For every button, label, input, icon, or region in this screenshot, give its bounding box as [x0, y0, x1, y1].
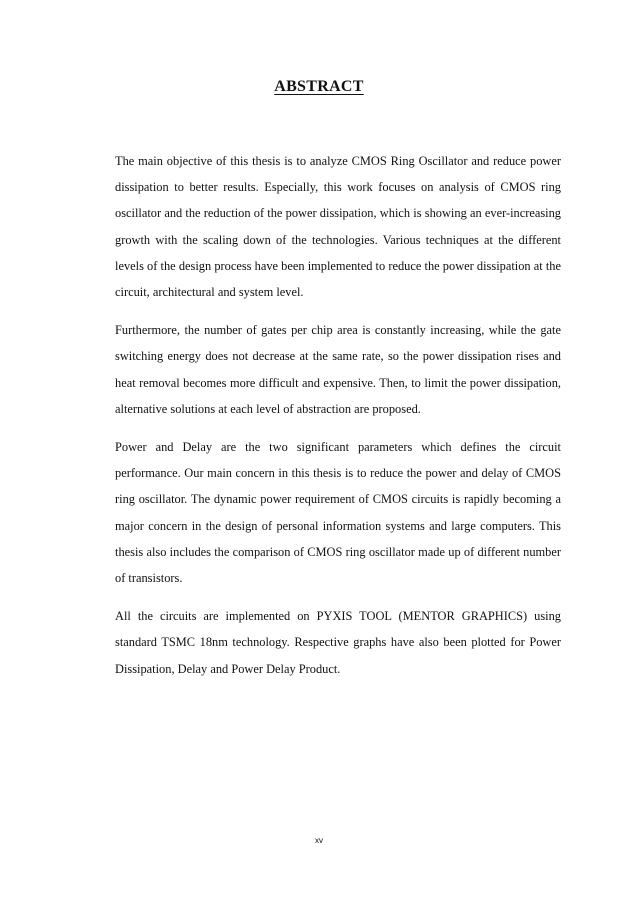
page-title: ABSTRACT — [274, 78, 364, 95]
abstract-paragraph-1: The main objective of this thesis is to analyze CMOS Ring Oscillator and reduce power dissipation to better results. Especially, this work focuses on analysis of CMOS ring oscillator and the reduction of the power dissipation, which is showing an ever-increasing growth with the scaling down of the technologies. Various techniques at the different levels of the design process have been implemented to reduce the power dissipation at the circuit, architectural and system level. — [115, 154, 561, 300]
abstract-body — [115, 148, 561, 694]
page-number: xv — [315, 836, 323, 845]
abstract-paragraph-2: Furthermore, the number of gates per chip area is constantly increasing, while the gate switching energy does not decrease at the same rate, so the power dissipation rises and heat removal becomes more difficult and expensive. Then, to limit the power dissipation, alternative solutions at each level of abstraction are proposed. — [115, 323, 561, 416]
abstract-paragraph-3: Power and Delay are the two significant parameters which defines the circuit performance. Our main concern in this thesis is to reduce the power and delay of CMOS ring oscillator. The dynamic power requirement of CMOS circuits is rapidly becoming a major concern in the design of personal information systems and large computers. This thesis also includes the comparison of CMOS ring oscillator made up of different number of transistors. — [115, 440, 561, 586]
abstract-paragraph-4: All the circuits are implemented on PYXIS TOOL (MENTOR GRAPHICS) using standard TSMC 18nm technology. Respective graphs have also been plotted for Power Dissipation, Delay and Power Delay Product. — [115, 609, 561, 676]
